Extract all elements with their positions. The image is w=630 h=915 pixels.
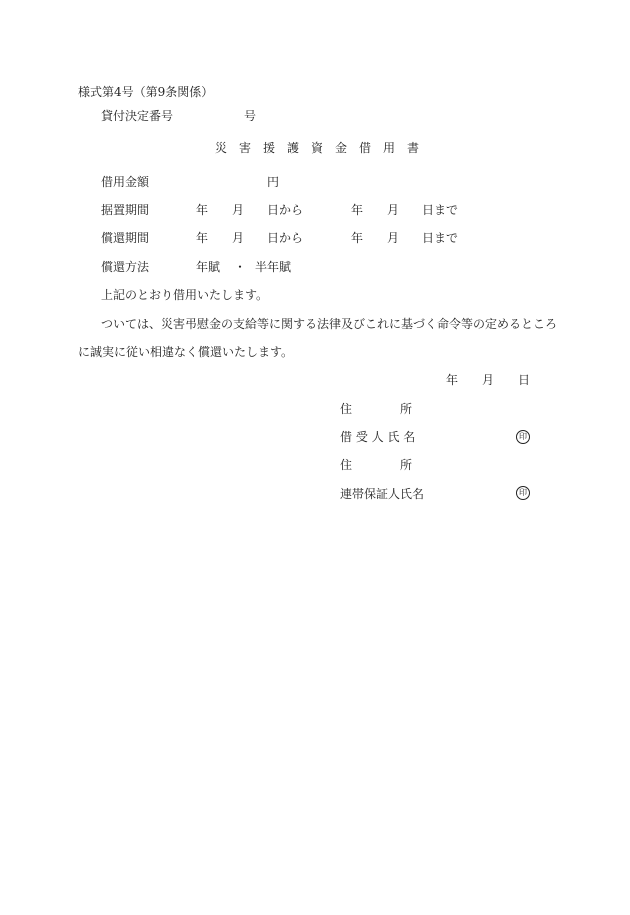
deferment-end-month: 月 bbox=[387, 203, 400, 217]
deferment-end-year: 年 bbox=[351, 203, 364, 217]
guarantor-name-label: 連帯保証人氏名 bbox=[340, 487, 425, 501]
date-year: 年 bbox=[446, 373, 459, 387]
statement-repay-line-2: に誠実に従い相違なく償還いたします。 bbox=[78, 345, 294, 359]
borrower-name-label: 借 受 人 氏 名 bbox=[340, 430, 416, 444]
deferment-period-label: 据置期間 bbox=[101, 203, 150, 217]
guarantor-seal-mark: 印 bbox=[516, 486, 530, 500]
guarantor-address-label: 住 所 bbox=[340, 458, 413, 472]
repayment-end-month: 月 bbox=[387, 231, 400, 245]
statement-repay-line-1: ついては、災害弔慰金の支給等に関する法律及びこれに基づく命令等の定めるところ bbox=[101, 317, 558, 331]
deferment-start-day: 日から bbox=[267, 203, 304, 217]
form-number: 様式第4号（第9条関係） bbox=[78, 85, 214, 99]
decision-number-suffix: 号 bbox=[244, 109, 257, 123]
deferment-start-month: 月 bbox=[232, 203, 245, 217]
date-day: 日 bbox=[518, 373, 531, 387]
statement-borrow: 上記のとおり借用いたします。 bbox=[101, 288, 269, 302]
deferment-end-day: 日まで bbox=[422, 203, 459, 217]
repayment-end-year: 年 bbox=[351, 231, 364, 245]
borrower-seal-mark: 印 bbox=[516, 430, 530, 444]
repayment-period-label: 償還期間 bbox=[101, 231, 150, 245]
deferment-start-year: 年 bbox=[196, 203, 209, 217]
repayment-start-day: 日から bbox=[267, 231, 304, 245]
repayment-start-month: 月 bbox=[232, 231, 245, 245]
repayment-method-label: 償還方法 bbox=[101, 260, 150, 274]
repayment-method-semiannual: 半年賦 bbox=[255, 260, 292, 274]
loan-amount-unit: 円 bbox=[267, 175, 280, 189]
loan-amount-label: 借用金額 bbox=[101, 175, 150, 189]
repayment-start-year: 年 bbox=[196, 231, 209, 245]
document-title: 災 害 援 護 資 金 借 用 書 bbox=[215, 141, 420, 155]
repayment-end-day: 日まで bbox=[422, 231, 459, 245]
repayment-method-annual: 年賦 bbox=[196, 260, 221, 274]
decision-number-label: 貸付決定番号 bbox=[101, 109, 174, 123]
repayment-method-separator: ・ bbox=[234, 260, 247, 274]
date-month: 月 bbox=[482, 373, 495, 387]
borrower-address-label: 住 所 bbox=[340, 402, 413, 416]
